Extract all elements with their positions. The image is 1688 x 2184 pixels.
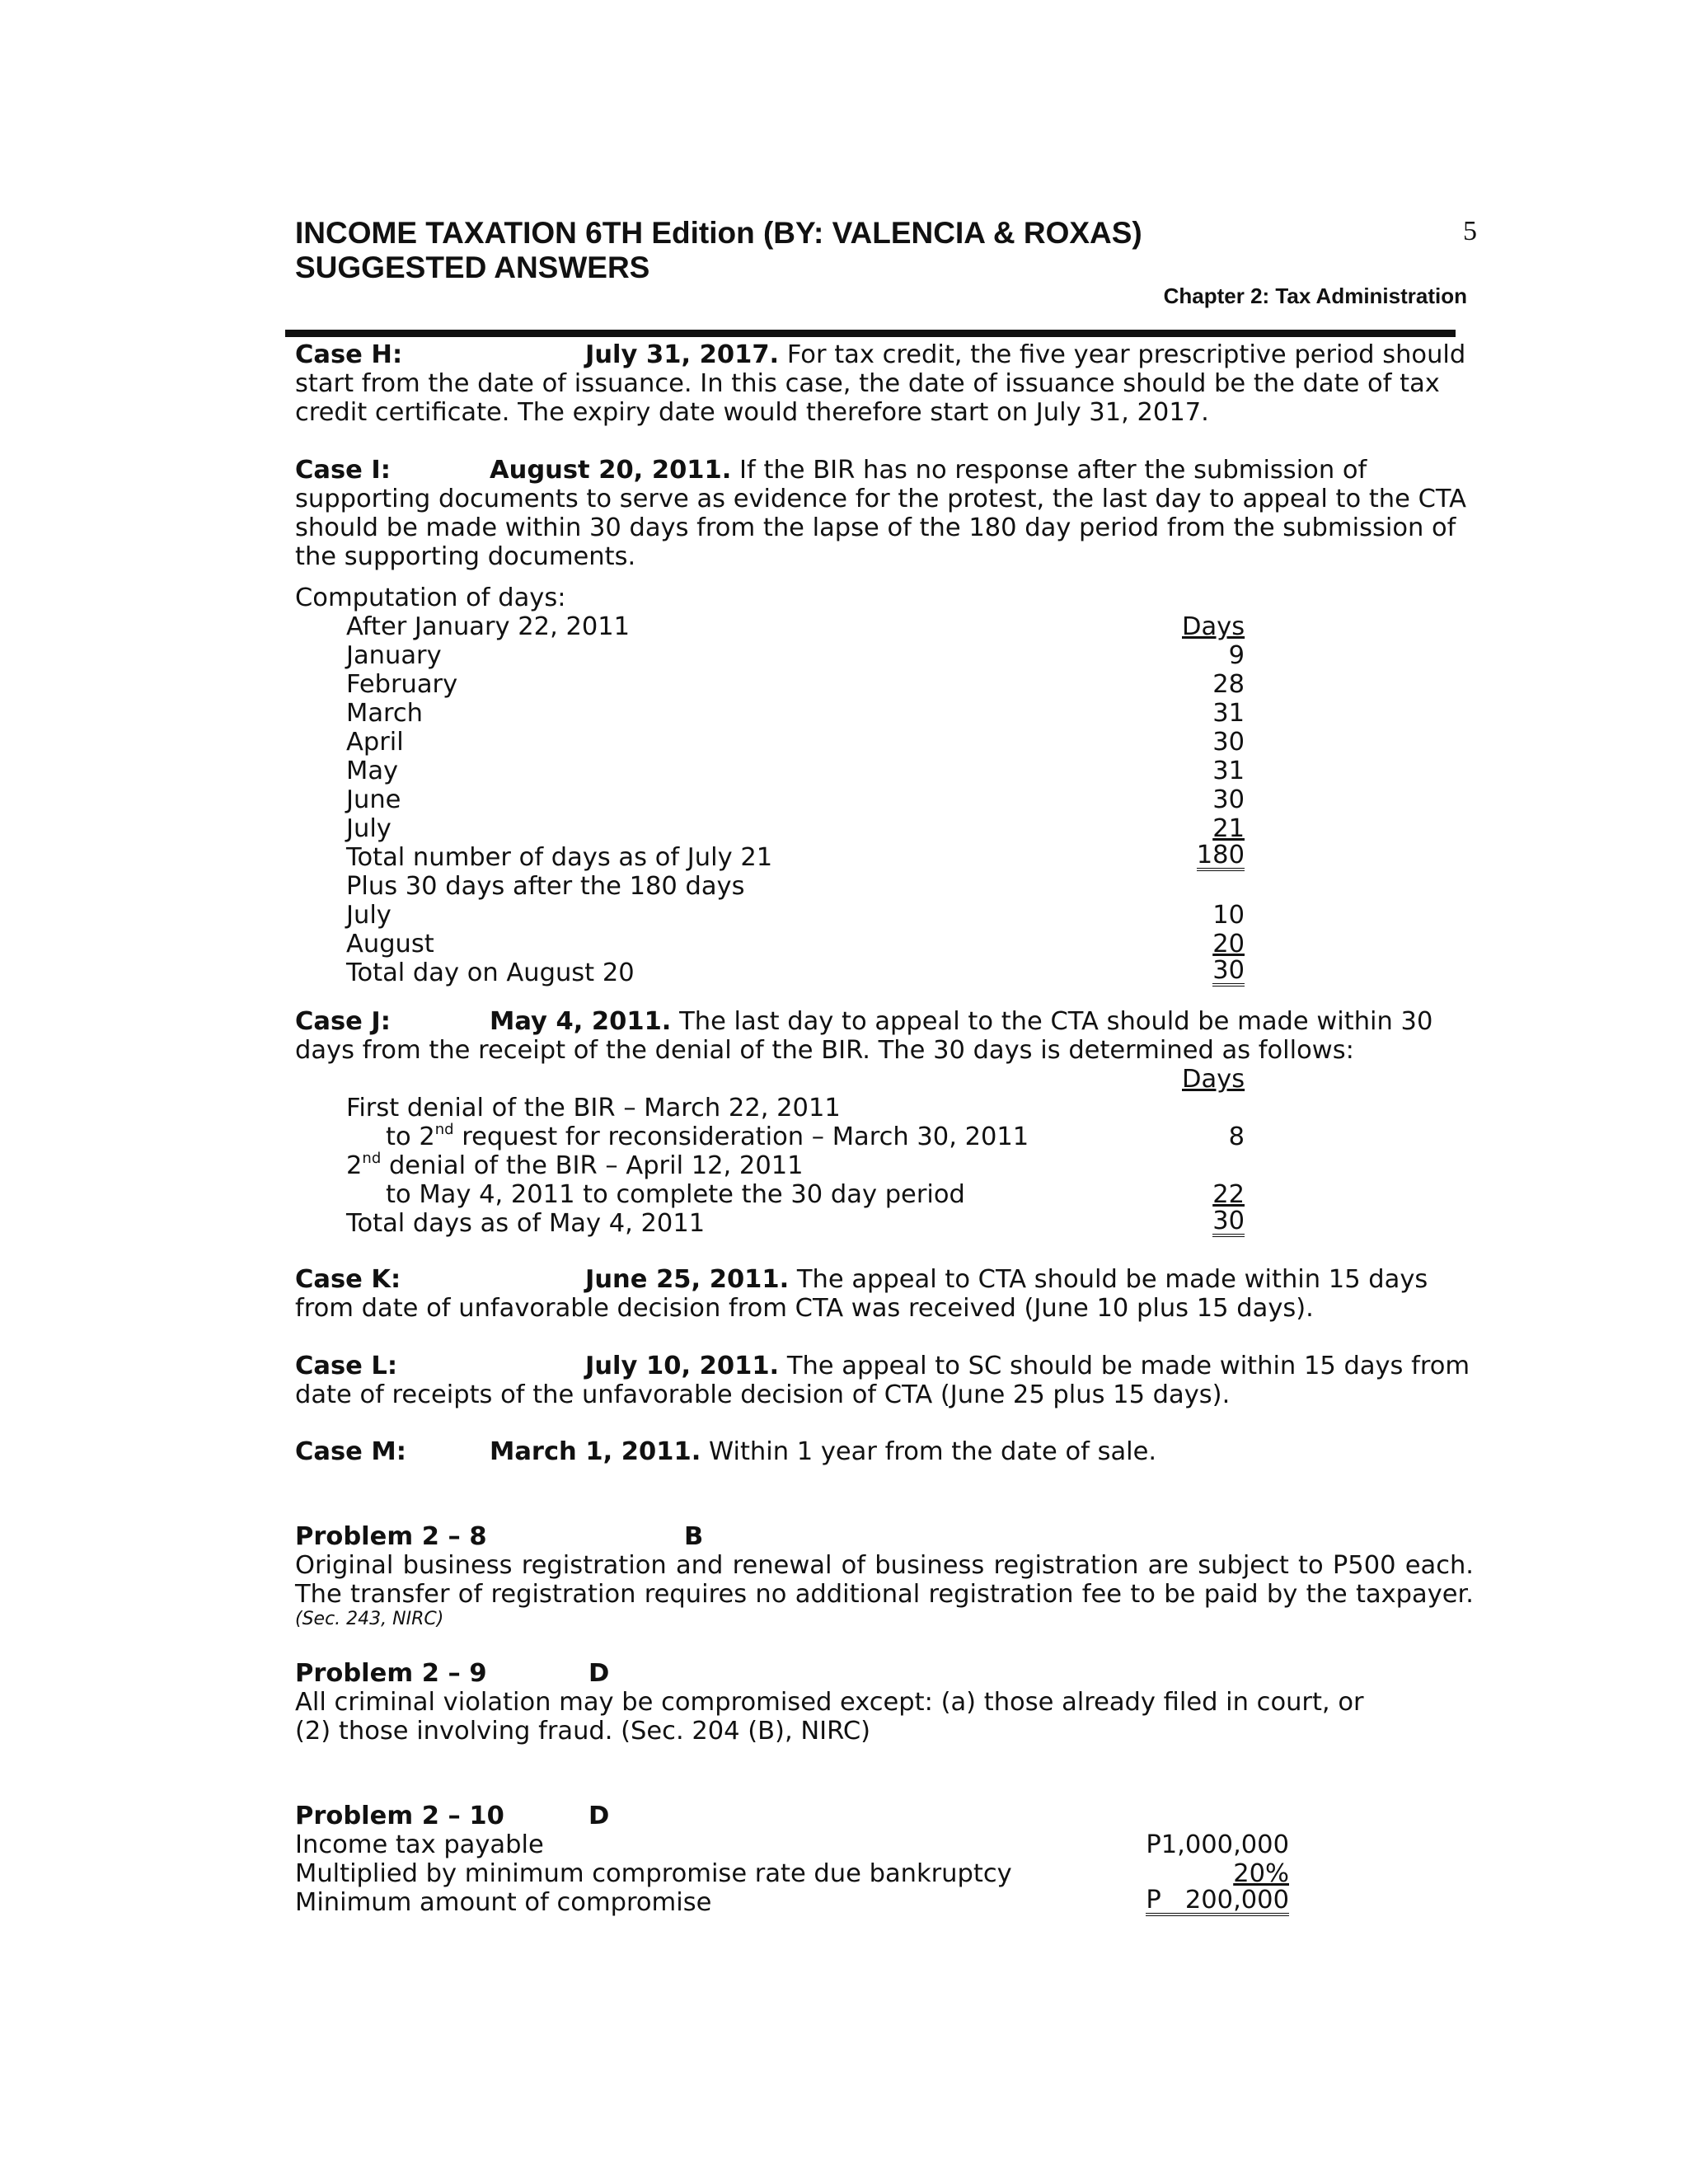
case-j-answer: May 4, 2011.: [490, 1007, 672, 1036]
case-i-row-7: July 21: [346, 814, 1245, 843]
case-k: [295, 1265, 1474, 1323]
case-j-row-3: 2nd denial of the BIR – April 12, 2011: [346, 1149, 804, 1180]
problem-2-9-answer: D: [588, 1659, 610, 1688]
case-l: [295, 1352, 1474, 1409]
case-h-text: For tax credit, the five year prescriptive period should start from the date of issuance. In this case, the date of issuance should be the date of tax credit certificate. The expiry date would therefore start on July 31, 2017.: [295, 340, 1466, 427]
case-i-row-6: June 30: [346, 785, 1245, 814]
problem-2-10-row-2: Minimum amount of compromise P 200,000: [295, 1886, 1289, 1917]
problem-2-10-row-1: Multiplied by minimum compromise rate due bankruptcy 20%: [295, 1859, 1289, 1888]
problem-2-8-line-2: The transfer of registration requires no additional registration fee to be paid by the taxpayer.: [295, 1580, 1474, 1609]
problem-2-8-citation: (Sec. 243, NIRC): [295, 1609, 444, 1629]
case-j-row-4: to May 4, 2011 to complete the 30 day period 22: [386, 1180, 1245, 1209]
case-j-row-2: to 2nd request for reconsideration – March 30, 2011 8: [386, 1120, 1245, 1151]
problem-2-10-heading: [295, 1802, 1474, 1830]
case-i-label: Case I:: [295, 456, 391, 485]
problem-2-9-text: All criminal violation may be compromised except: (a) those already filed in court, or (2) those involving fraud. (Sec. 204 (B), NIRC): [295, 1688, 1364, 1746]
case-l-label: Case L:: [295, 1352, 398, 1380]
case-i-row-11: August 20: [346, 930, 1245, 958]
case-i-row-10: July 10: [346, 901, 1245, 930]
problem-2-8-answer: B: [684, 1522, 704, 1551]
case-i-row-12: Total day on August 20 30: [346, 956, 1245, 987]
case-h: [295, 340, 1474, 427]
case-j-label: Case J:: [295, 1007, 391, 1036]
case-h-label: Case H:: [295, 340, 403, 369]
case-i-answer: August 20, 2011.: [490, 456, 732, 485]
problem-2-10-answer: D: [588, 1802, 610, 1830]
header-divider: [285, 330, 1456, 337]
case-j: [295, 1007, 1474, 1065]
problem-2-8-line-1: Original business registration and renewal of business registration are subject to P500 each.: [295, 1551, 1474, 1580]
problem-2-9-label: Problem 2 – 9: [295, 1659, 487, 1688]
case-m: [295, 1437, 1474, 1466]
case-i-row-4: April 30: [346, 728, 1245, 757]
title-line-2: SUGGESTED ANSWERS: [295, 251, 650, 284]
document-title: [295, 216, 1142, 285]
case-i: [295, 456, 1474, 571]
case-l-text: The appeal to SC should be made within 15 days from date of receipts of the unfavorable decision of CTA (June 25 plus 15 days).: [295, 1352, 1470, 1409]
case-m-text: Within 1 year from the date of sale.: [709, 1437, 1157, 1466]
case-m-label: Case M:: [295, 1437, 406, 1466]
case-i-row-8: Total number of days as of July 21 180: [346, 841, 1245, 872]
page-number: 5: [1463, 216, 1477, 246]
problem-2-9: [295, 1659, 1474, 1746]
case-i-row-2: February 28: [346, 670, 1245, 699]
case-j-row-1: First denial of the BIR – March 22, 2011: [346, 1094, 841, 1122]
case-i-row-3: March 31: [346, 699, 1245, 728]
case-i-row-5: May 31: [346, 757, 1245, 785]
case-i-text: If the BIR has no response after the submission of supporting documents to serve as evidence for the protest, the last day to appeal to the CTA should be made within 30 days from the lapse of the 180 day period from the submission of the supporting documents.: [295, 456, 1467, 571]
case-i-row-0: After January 22, 2011 Days: [346, 612, 1245, 641]
case-i-row-1: January 9: [346, 641, 1245, 670]
case-l-answer: July 10, 2011.: [585, 1352, 780, 1380]
problem-2-10-label: Problem 2 – 10: [295, 1802, 504, 1830]
title-line-1: INCOME TAXATION 6TH Edition (BY: VALENCIA & ROXAS): [295, 216, 1142, 250]
case-i-row-9: Plus 30 days after the 180 days: [346, 872, 745, 901]
case-j-row-5: Total days as of May 4, 2011 30: [346, 1207, 1245, 1238]
problem-2-8-heading: [295, 1522, 1474, 1551]
case-j-days-header-row: [0, 1065, 1688, 1094]
problem-2-10-row-0: Income tax payable P1,000,000: [295, 1830, 1289, 1859]
chapter-heading: Chapter 2: Tax Administration: [1163, 284, 1467, 308]
case-j-text: The last day to appeal to the CTA should be made within 30 days from the receipt of the denial of the BIR. The 30 days is determined as follows:: [295, 1007, 1433, 1065]
case-m-answer: March 1, 2011.: [490, 1437, 701, 1466]
days-column-header: Days: [1182, 612, 1245, 641]
problem-2-9-heading: [295, 1659, 1474, 1688]
case-h-answer: July 31, 2017.: [585, 340, 780, 369]
case-k-answer: June 25, 2011.: [585, 1265, 790, 1294]
case-k-label: Case K:: [295, 1265, 401, 1294]
problem-2-8-label: Problem 2 – 8: [295, 1522, 487, 1551]
case-k-text: The appeal to CTA should be made within 15 days from date of unfavorable decision from CTA was received (June 10 plus 15 days).: [295, 1265, 1428, 1323]
days-column-header: Days: [1182, 1065, 1245, 1094]
case-i-computation-label: Computation of days:: [295, 583, 566, 612]
